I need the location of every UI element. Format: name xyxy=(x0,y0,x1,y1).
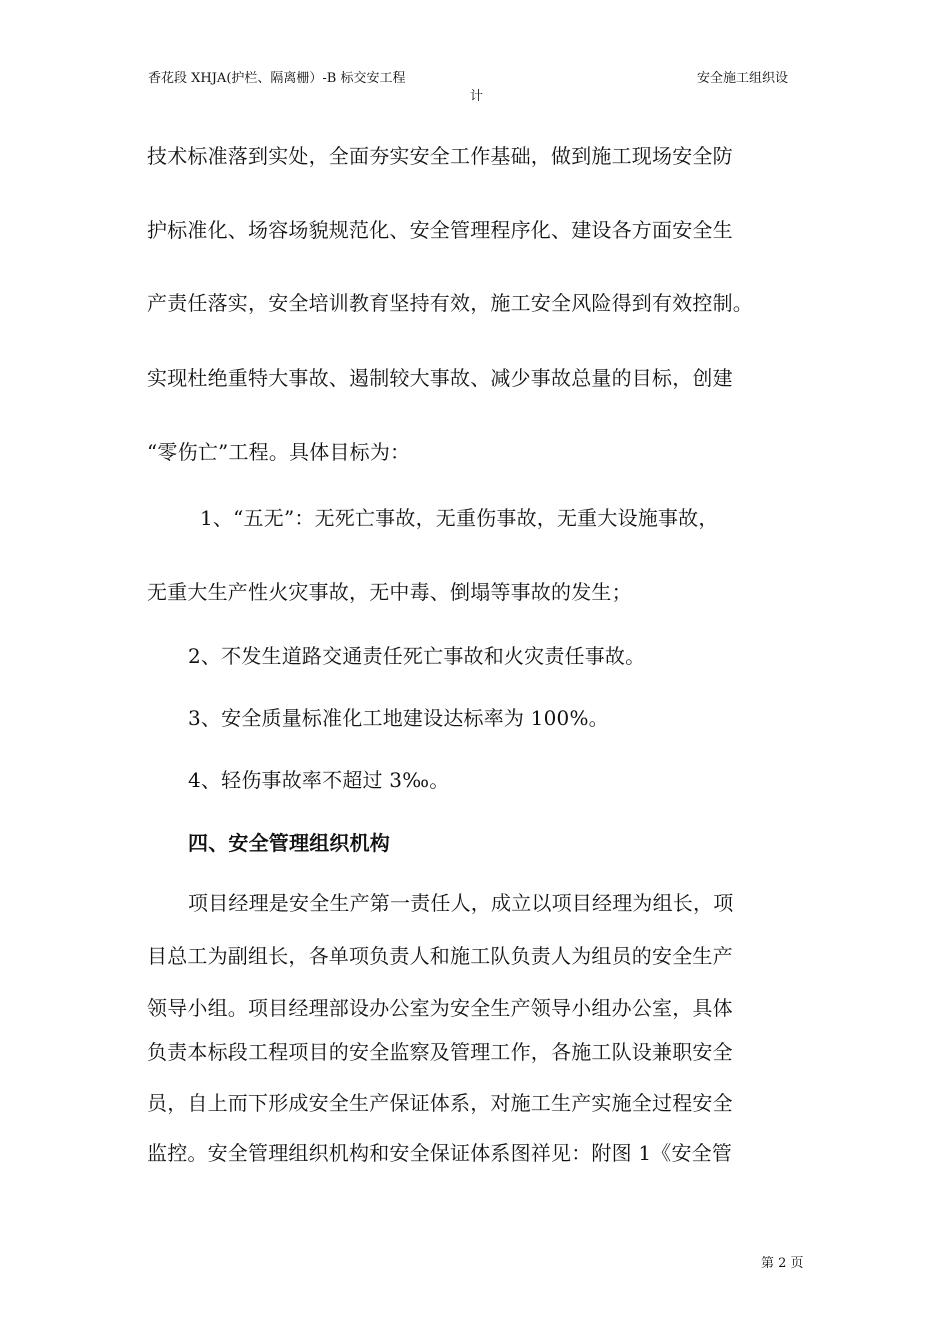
goal-item-4: 4、轻伤事故率不超过 3‰。 xyxy=(188,768,450,792)
paragraph-line: 领导小组。项目经理部设办公室为安全生产领导小组办公室，具体 xyxy=(147,996,733,1020)
goal-item-2: 2、不发生道路交通责任死亡事故和火灾责任事故。 xyxy=(188,644,646,668)
paragraph-line: 监控。安全管理组织机构和安全保证体系图祥见：附图 1《安全管 xyxy=(147,1141,733,1165)
page-number: 第 2 页 xyxy=(761,1256,804,1271)
paragraph-line: 护标准化、场容场貌规范化、安全管理程序化、建设各方面安全生 xyxy=(147,218,733,242)
paragraph-line: 实现杜绝重特大事故、遏制较大事故、减少事故总量的目标，创建 xyxy=(147,366,733,390)
section-heading: 四、安全管理组织机构 xyxy=(188,831,390,855)
paragraph-line: 员，自上而下形成安全生产保证体系，对施工生产实施全过程安全 xyxy=(147,1091,733,1115)
header-project-title: 香花段 XHJA(护栏、隔离栅）-B 标交安工程 xyxy=(148,71,406,86)
paragraph-line: 技术标准落到实处，全面夯实安全工作基础，做到施工现场安全防 xyxy=(147,144,733,168)
header-document-title-continuation: 计 xyxy=(470,89,484,104)
paragraph-line: 负责本标段工程项目的安全监察及管理工作，各施工队设兼职安全 xyxy=(147,1040,733,1064)
goal-item-1: 1、“五无”：无死亡事故，无重伤事故，无重大设施事故， xyxy=(200,506,719,530)
paragraph-line: 产责任落实，安全培训教育坚持有效，施工安全风险得到有效控制。 xyxy=(147,291,753,315)
paragraph-line: 项目经理是安全生产第一责任人，成立以项目经理为组长，项 xyxy=(188,891,734,915)
goal-item-3: 3、安全质量标准化工地建设达标率为 100%。 xyxy=(188,706,609,730)
header-document-title: 安全施工组织设 xyxy=(697,71,789,86)
paragraph-line: “零伤亡”工程。具体目标为： xyxy=(147,440,411,464)
paragraph-line: 目总工为副组长，各单项负责人和施工队负责人为组员的安全生产 xyxy=(147,944,733,968)
paragraph-line: 无重大生产性火灾事故，无中毒、倒塌等事故的发生； xyxy=(147,580,632,604)
